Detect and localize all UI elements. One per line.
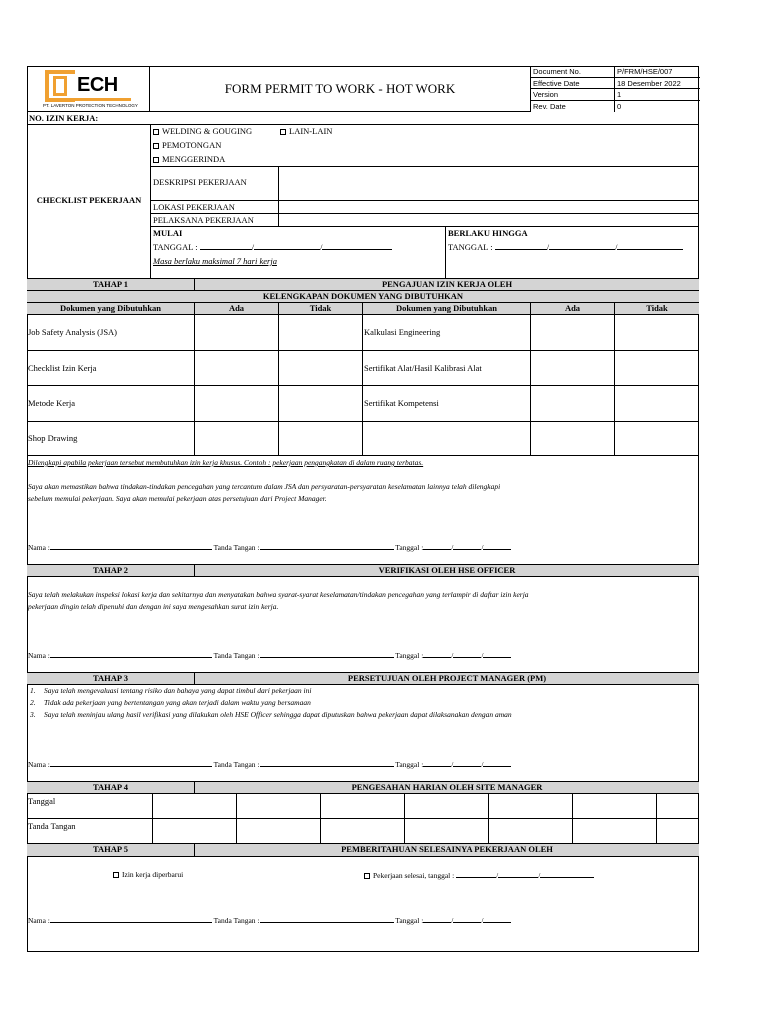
tanggal-label: TANGGAL : <box>153 242 198 252</box>
meta-label: Rev. Date <box>531 101 615 113</box>
tahap3-header <box>27 672 699 685</box>
tanda-tangan-label: Tanda Tangan : <box>213 916 260 925</box>
berlaku-date-field[interactable]: TANGGAL : / / <box>448 242 683 252</box>
form-title-cell <box>150 66 530 112</box>
deskripsi-label-cell <box>151 167 279 201</box>
meta-value: 18 Desember 2022 <box>615 78 700 90</box>
tahap3-item-1: 1. Saya telah mengevaluasi tentang risiko dan bahaya yang dapat timbul dari pekerjaan ini <box>30 686 312 695</box>
no-izin-row <box>27 112 699 125</box>
tahap2-signature-row: Nama : Tanda Tangan : Tanggal : / / <box>28 650 511 660</box>
logo-mark-inner-icon <box>53 76 67 96</box>
lokasi-label: LOKASI PEKERJAAN <box>153 202 235 212</box>
tahap4-label: TAHAP 4 <box>27 782 195 793</box>
tahap1-statement-1: Saya akan memastikan bahwa tindakan-tindakan pencegahan yang tercantum dalam JSA dan persyaratan-persyaratan keselamatan lainnya telah dilengkapi <box>28 482 501 491</box>
lokasi-field[interactable] <box>279 201 699 214</box>
checklist-label-cell <box>27 125 151 279</box>
tanda-tangan-field[interactable] <box>260 650 394 658</box>
day-cell[interactable] <box>657 819 699 843</box>
doc-table-body <box>27 315 699 456</box>
ada-cell[interactable] <box>195 422 279 455</box>
tidak-cell[interactable] <box>615 315 699 350</box>
day-cell[interactable] <box>489 794 573 818</box>
tahap2-title: VERIFIKASI OLEH HSE OFFICER <box>378 565 516 575</box>
meta-value: P/FRM/HSE/007 <box>615 66 700 78</box>
berlaku-label: BERLAKU HINGGA <box>448 228 528 238</box>
meta-value: 0 <box>617 101 622 111</box>
doc-name: Sertifikat Alat/Hasil Kalibrasi Alat <box>363 351 531 385</box>
day-cell[interactable] <box>573 819 657 843</box>
doc-name: Job Safety Analysis (JSA) <box>27 315 195 350</box>
opt-pemotongan[interactable] <box>153 140 221 150</box>
tidak-cell[interactable] <box>615 351 699 385</box>
company-logo <box>45 70 133 102</box>
tahap3-label: TAHAP 3 <box>27 673 195 684</box>
tahap1-header <box>27 279 699 291</box>
table-row <box>27 422 699 456</box>
day-cell[interactable] <box>489 819 573 843</box>
nama-field[interactable] <box>50 915 212 923</box>
pelaksana-label-cell <box>151 214 279 227</box>
work-type-options <box>151 125 699 167</box>
tanggal-field[interactable] <box>423 915 451 923</box>
masa-berlaku-note: Masa berlaku maksimal 7 hari kerja <box>153 256 277 266</box>
tahap1-title: PENGAJUAN IZIN KERJA OLEH <box>381 279 513 289</box>
opt-pekerjaan-selesai[interactable]: Pekerjaan selesai, tanggal : / / <box>364 870 594 880</box>
checkbox-icon[interactable] <box>153 143 159 149</box>
doc-name <box>363 422 531 455</box>
opt-lain-label: LAIN-LAIN <box>289 126 333 136</box>
tanda-tangan-field[interactable] <box>260 759 394 767</box>
tidak-cell[interactable] <box>279 386 363 421</box>
tahap3-item-2: 2. Tidak ada pekerjaan yang bertentangan yang akan terjadi dalam waktu yang bersamaan <box>30 698 311 707</box>
day-cell[interactable] <box>321 794 405 818</box>
doc-name: Sertifikat Kompetensi <box>363 386 531 421</box>
ada-cell[interactable] <box>195 386 279 421</box>
tidak-cell[interactable] <box>279 315 363 350</box>
nama-label: Nama : <box>28 760 50 769</box>
tanggal-field[interactable] <box>423 650 451 658</box>
ada-cell[interactable] <box>195 315 279 350</box>
ada-cell[interactable] <box>195 351 279 385</box>
tahap4-title: PENGESAHAN HARIAN OLEH SITE MANAGER <box>351 782 543 792</box>
day-cell[interactable] <box>321 819 405 843</box>
tahap5-title: PEMBERITAHUAN SELESAINYA PEKERJAAN OLEH <box>341 844 553 854</box>
tanda-tangan-field[interactable] <box>260 915 394 923</box>
tahap3-item-3: 3. Saya telah meninjau ulang hasil verifikasi yang dilakukan oleh HSE Officer sehingga dapat diputuskan bahwa pekerjaan dapat dilaksanakan dengan aman <box>30 710 512 719</box>
meta-table <box>530 66 699 112</box>
checkbox-icon[interactable] <box>364 873 370 879</box>
logo-text: ECH <box>77 74 118 96</box>
mulai-date-field[interactable]: TANGGAL : / / <box>153 242 392 252</box>
tahap2-statement-2: pekerjaan dingin telah dipenuhi dan dengan ini saya mengesahkan surat izin kerja. <box>28 602 279 611</box>
day-cell[interactable] <box>657 794 699 818</box>
tanggal-field[interactable] <box>423 759 451 767</box>
tanda-row-label: Tanda Tangan <box>27 819 153 843</box>
tanggal-field[interactable] <box>423 542 451 550</box>
tahap1-subtitle: KELENGKAPAN DOKUMEN YANG DIBUTUHKAN <box>27 291 699 303</box>
doc-name: Kalkulasi Engineering <box>363 315 531 350</box>
tanda-tangan-label: Tanda Tangan : <box>213 651 260 660</box>
tidak-cell[interactable] <box>615 422 699 455</box>
checkbox-icon[interactable] <box>153 157 159 163</box>
opt-izin-diperbarui[interactable] <box>113 870 183 879</box>
meta-label: Version <box>531 89 615 101</box>
tahap5-label: TAHAP 5 <box>27 844 195 856</box>
tahap3-item-text: Saya telah meninjau ulang hasil verifikasi yang dilakukan oleh HSE Officer sehingga dapat diputuskan bahwa pekerjaan dapat dilaksanakan dengan aman <box>44 710 512 719</box>
table-row <box>27 386 699 422</box>
tahap3-item-text: Saya telah mengevaluasi tentang risiko dan bahaya yang dapat timbul dari pekerjaan ini <box>44 686 312 695</box>
tahap4-header <box>27 781 699 794</box>
table-row <box>27 819 699 844</box>
nama-label: Nama : <box>28 543 50 552</box>
tanda-tangan-label: Tanda Tangan : <box>213 760 260 769</box>
day-cell[interactable] <box>405 819 489 843</box>
ada-cell[interactable] <box>531 386 615 421</box>
opt-pemotongan-label: PEMOTONGAN <box>162 140 222 150</box>
tahap1-signature-row: Nama : Tanda Tangan : Tanggal : / / <box>28 542 511 552</box>
mulai-label: MULAI <box>153 228 183 238</box>
opt-selesai-label: Pekerjaan selesai, tanggal : <box>373 871 455 880</box>
tahap3-title: PERSETUJUAN OLEH PROJECT MANAGER (PM) <box>347 673 547 683</box>
nama-field[interactable] <box>50 650 212 658</box>
day-cell[interactable] <box>153 819 237 843</box>
nama-field[interactable] <box>50 542 212 550</box>
tahap1-label: TAHAP 1 <box>27 279 195 290</box>
col-tidak: Tidak <box>279 303 363 314</box>
opt-diperbarui-label: Izin kerja diperbarui <box>122 870 184 879</box>
ada-cell[interactable] <box>531 351 615 385</box>
table-row <box>27 351 699 386</box>
day-cell[interactable] <box>237 794 321 818</box>
tanggal-label: Tanggal : <box>395 651 424 660</box>
tahap3-signature-row: Nama : Tanda Tangan : Tanggal : / / <box>28 759 511 769</box>
col-dokumen: Dokumen yang Dibutuhkan <box>363 303 531 314</box>
tanda-tangan-field[interactable] <box>260 542 394 550</box>
ada-cell[interactable] <box>531 422 615 455</box>
tanggal-label: Tanggal : <box>395 543 424 552</box>
opt-welding-label: WELDING & GOUGING <box>162 126 253 136</box>
tidak-cell[interactable] <box>279 422 363 455</box>
logo-cell <box>27 66 150 112</box>
meta-label: Effective Date <box>531 78 615 90</box>
checkbox-icon[interactable] <box>113 872 119 878</box>
deskripsi-label: DESKRIPSI PEKERJAAN <box>153 177 247 187</box>
berlaku-cell <box>446 227 699 279</box>
meta-value: 1 <box>615 89 700 101</box>
tidak-cell[interactable] <box>615 386 699 421</box>
nama-field[interactable] <box>50 759 212 767</box>
tahap3-item-text: Tidak ada pekerjaan yang bertentangan yang akan terjadi dalam waktu yang bersamaan <box>44 698 311 707</box>
opt-menggerinda[interactable] <box>153 154 225 164</box>
logo-underline <box>75 98 131 101</box>
opt-lain-lain[interactable] <box>280 126 332 136</box>
ada-cell[interactable] <box>531 315 615 350</box>
meta-label: Document No. <box>531 66 615 78</box>
deskripsi-field[interactable] <box>279 167 699 201</box>
nama-label: Nama : <box>28 916 50 925</box>
tahap1-note: Dilengkapi apabila pekerjaan tersebut membutuhkan izin kerja khusus. Contoh : pekerjaan pengangkatan di dalam ruang terbatas. <box>28 458 424 467</box>
tanda-tangan-label: Tanda Tangan : <box>213 543 260 552</box>
logo-subtitle: PT. LAVERTON PROTECTION TECHNOLOGY <box>43 103 138 108</box>
tanggal-row-label: Tanggal <box>27 794 153 818</box>
col-ada: Ada <box>195 303 279 314</box>
tahap5-signature-row: Nama : Tanda Tangan : Tanggal : / / <box>28 915 511 925</box>
no-izin-label: NO. IZIN KERJA: <box>29 113 99 123</box>
table-row <box>27 315 699 351</box>
checklist-label: CHECKLIST PEKERJAAN <box>36 195 142 205</box>
doc-name: Metode Kerja <box>27 386 195 421</box>
tanggal-label: Tanggal : <box>395 760 424 769</box>
nama-label: Nama : <box>28 651 50 660</box>
lokasi-label-cell <box>151 201 279 214</box>
table-row <box>27 794 699 819</box>
day-cell[interactable] <box>405 794 489 818</box>
tidak-cell[interactable] <box>279 351 363 385</box>
opt-menggerinda-label: MENGGERINDA <box>162 154 226 164</box>
tahap2-statement-1: Saya telah melakukan inspeksi lokasi kerja dan sekitarnya dan menyatakan bahwa syarat-syarat keselamatan/tindakan pencegahan yang terlampir di daftar izin kerja <box>28 590 529 599</box>
pelaksana-field[interactable] <box>279 214 699 227</box>
tanggal-label: Tanggal : <box>395 916 424 925</box>
checkbox-icon[interactable] <box>153 129 159 135</box>
doc-name: Shop Drawing <box>27 422 195 455</box>
checkbox-icon[interactable] <box>280 129 286 135</box>
opt-welding[interactable] <box>153 126 252 136</box>
doc-table-header <box>27 303 699 315</box>
day-cell[interactable] <box>573 794 657 818</box>
day-cell[interactable] <box>153 794 237 818</box>
col-ada: Ada <box>531 303 615 314</box>
tahap1-statement-2: sebelum memulai pekerjaan. Saya akan memulai pekerjaan atas persetujuan dari Project Manager. <box>28 494 327 503</box>
tanggal-label: TANGGAL : <box>448 242 493 252</box>
tahap5-header <box>27 844 699 857</box>
doc-name: Checklist Izin Kerja <box>27 351 195 385</box>
form-title: FORM PERMIT TO WORK - HOT WORK <box>224 81 456 96</box>
col-tidak: Tidak <box>646 303 668 313</box>
tahap2-label: TAHAP 2 <box>27 565 195 576</box>
pelaksana-label: PELAKSANA PEKERJAAN <box>153 215 254 225</box>
day-cell[interactable] <box>237 819 321 843</box>
col-dokumen: Dokumen yang Dibutuhkan <box>27 303 195 314</box>
tahap2-header <box>27 564 699 577</box>
tahap4-table <box>27 794 699 844</box>
mulai-cell <box>151 227 446 279</box>
